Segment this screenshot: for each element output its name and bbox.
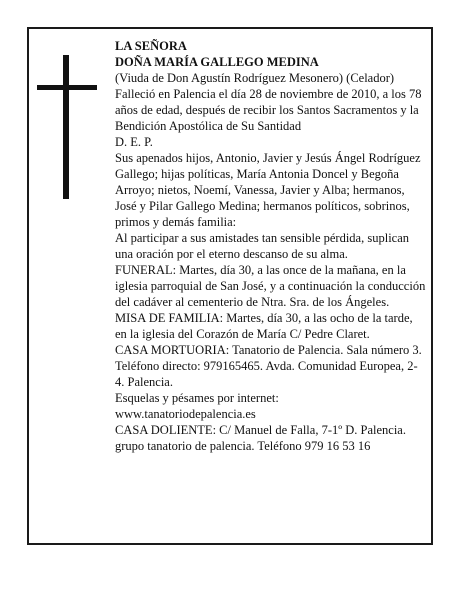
cross-horizontal-bar xyxy=(37,85,97,90)
cross-vertical-bar xyxy=(63,55,69,199)
internet-label: Esquelas y pésames por internet: xyxy=(115,391,279,405)
footer-contact: grupo tanatorio de palencia. Teléfono 979 16 53 16 xyxy=(115,439,371,453)
mourning-house-info: CASA DOLIENTE: C/ Manuel de Falla, 7-1º D. Palencia. xyxy=(115,423,406,437)
funeral-home-info: CASA MORTUORIA: Tanatorio de Palencia. Sala número 3. Teléfono directo: 979165465. Avda. Comunidad Europea, 2-4. Palencia. xyxy=(115,343,422,389)
deceased-name: DOÑA MARÍA GALLEGO MEDINA xyxy=(115,55,319,69)
cross-icon xyxy=(37,55,97,199)
notice-title: LA SEÑORA xyxy=(115,39,187,53)
family-list: Sus apenados hijos, Antonio, Javier y Jesús Ángel Rodríguez Gallego; hijas políticas, María Antonia Doncel y Begoña Arroyo; nietos, Noemí, Vanessa, Javier y Alba; hermanos, José y Pilar Gallego Medina; hermanos políticos, sobrinos, primos y demás familia: xyxy=(115,151,421,229)
notice-text xyxy=(115,38,427,454)
website-link[interactable]: www.tanatoriodepalencia.es xyxy=(115,407,256,421)
rip: D. E. P. xyxy=(115,135,153,149)
family-mass-info: MISA DE FAMILIA: Martes, día 30, a las ocho de la tarde, en la iglesia del Corazón de María C/ Pedre Claret. xyxy=(115,311,413,341)
death-details: Falleció en Palencia el día 28 de noviembre de 2010, a los 78 años de edad, después de recibir los Santos Sacramentos y la Bendición Apostólica de Su Santidad xyxy=(115,87,422,133)
widow-of: (Viuda de Don Agustín Rodríguez Mesonero) (Celador) xyxy=(115,71,395,85)
prayer-request: Al participar a sus amistades tan sensible pérdida, suplican una oración por el eterno descanso de su alma. xyxy=(115,231,410,261)
funeral-info: FUNERAL: Martes, día 30, a las once de la mañana, en la iglesia parroquial de San José, y a continuación la conducción del cadáver al cementerio de Ntra. Sra. de los Ángeles. xyxy=(115,263,426,309)
